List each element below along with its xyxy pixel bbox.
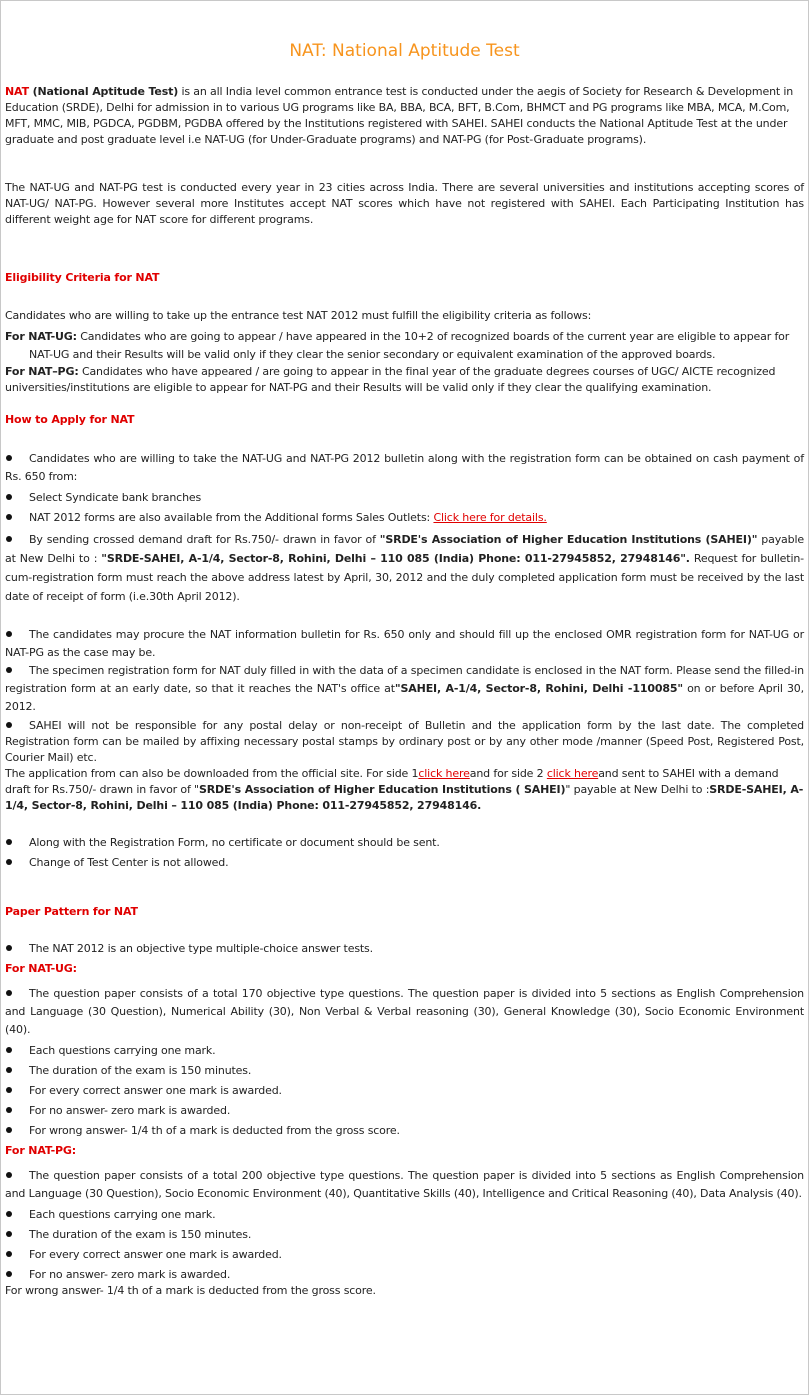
item-text: The specimen registration form for NAT duly filled in with the data of a specimen candidate is enclosed in the NAT form. Please send the filled-in registration form at an early date, so that it reaches the NAT's office at: [5, 664, 804, 695]
item-text: Along with the Registration Form, no certificate or document should be sent.: [29, 836, 440, 849]
pattern-heading: Paper Pattern for NAT: [5, 905, 138, 918]
item-text: Select Syndicate bank branches: [29, 491, 202, 504]
bullet-icon: [5, 718, 29, 734]
dl-text: and for side 2: [469, 767, 547, 780]
item-text: Candidates who are willing to take the NAT-UG and NAT-PG 2012 bulletin along with the registration form can be obtained on cash payment of Rs. 650 from:: [5, 452, 804, 483]
pg-pattern-label: For NAT-PG:: [5, 1144, 77, 1157]
item-text: The duration of the exam is 150 minutes.: [29, 1228, 252, 1241]
bullet-icon: [5, 510, 29, 526]
bullet-icon: [5, 1123, 29, 1139]
page-title: NAT: National Aptitude Test: [289, 41, 520, 61]
list-item: [5, 1043, 804, 1059]
bullet-icon: [5, 835, 29, 851]
item-text: For every correct answer one mark is awarded.: [29, 1084, 282, 1097]
list-item: [5, 1167, 804, 1203]
list-item: [5, 985, 804, 1039]
dl-text: " payable at New Delhi to :: [565, 783, 710, 796]
ug-label: For NAT-UG:: [5, 330, 77, 343]
bullet-icon: [5, 1083, 29, 1099]
article: [5, 38, 804, 1299]
list-item: [5, 1103, 804, 1119]
list-item: [5, 626, 804, 662]
list-item: [5, 1083, 804, 1099]
eligibility-ug: [5, 328, 804, 364]
bullet-icon: [5, 1103, 29, 1119]
item-text: Request for bulletin-cum-registration form must reach the above address latest by April, 30, 2012 and the duly completed application form must be received by the last date of receipt of form (i.e.30th April 2012).: [5, 552, 804, 603]
eligibility-heading: Eligibility Criteria for NAT: [5, 271, 160, 284]
item-text: on or before April 30, 2012.: [5, 682, 804, 713]
ug-pattern-label: For NAT-UG:: [5, 962, 77, 975]
item-text: Each questions carrying one mark.: [29, 1044, 216, 1057]
pg-text: Candidates who have appeared / are going to appear in the final year of the graduate degrees courses of UGC/ AICTE recognized universities/institutions are eligible to appear for NAT-PG and their Results will be valid only if they clear the qualifying examination.: [5, 365, 776, 394]
intro-text: is an all India level common entrance test is conducted under the aegis of Society for Research & Development in Education (SRDE), Delhi for admission in to various UG programs like BA, BBA, BCA, BFT, B.Com, BHMCT and PG programs like MBA, MCA, M.Com, MFT, MMC, MIB, PGDCA, PGDBM, PGDBA offered by the Institutions registered with SAHEI. SAHEI conducts the National Aptitude Test at the under graduate and post graduate level i.e NAT-UG (for Under-Graduate programs) and NAT-PG (for Post-Graduate programs).: [5, 85, 794, 146]
download-paragraph: [5, 766, 804, 814]
bullet-icon: [5, 1267, 29, 1283]
dl-text: The application from can also be downloaded from the official site. For side 1: [5, 767, 419, 780]
item-text: Each questions carrying one mark.: [29, 1208, 216, 1221]
office-address: "SAHEI, A-1/4, Sector-8, Rohini, Delhi -110085": [394, 682, 683, 695]
address: "SRDE-SAHEI, A-1/4, Sector-8, Rohini, Delhi – 110 085 (India) Phone: 011-27945852, 27948146".: [101, 552, 690, 565]
list-item: [5, 1207, 804, 1223]
bullet-icon: [5, 1247, 29, 1263]
list-item: [5, 490, 804, 506]
sales-outlets-link[interactable]: Click here for details.: [433, 511, 547, 524]
final-note: For wrong answer- 1/4 th of a mark is deducted from the gross score.: [5, 1284, 376, 1297]
item-text: SAHEI will not be responsible for any postal delay or non-receipt of Bulletin and the application form by the last date. The completed Registration form can be mailed by affixing necessary postal stamps by ordinary post or by any other mode /manner (Speed Post, Registered Post, Courier Mail) etc.: [5, 719, 804, 764]
item-text: For every correct answer one mark is awarded.: [29, 1248, 282, 1261]
ug-text: Candidates who are going to appear / have appeared in the 10+2 of recognized boards of the current year are eligible to appear for NAT-UG and their Results will be valid only if they clear the senior secondary or equivalent examination of the approved boards.: [29, 330, 790, 361]
item-text: For wrong answer- 1/4 th of a mark is deducted from the gross score.: [29, 1124, 400, 1137]
item-text: The NAT 2012 is an objective type multiple-choice answer tests.: [29, 942, 373, 955]
association-name: "SRDE's Association of Higher Education Institutions (SAHEI)": [379, 533, 758, 546]
bullet-icon: [5, 985, 29, 1003]
list-item: [5, 1123, 804, 1139]
item-text: payable at New Delhi to :: [5, 533, 804, 565]
item-text: By sending crossed demand draft for Rs.750/- drawn in favor of: [29, 533, 380, 546]
item-text: NAT 2012 forms are also available from the Additional forms Sales Outlets:: [29, 511, 434, 524]
dl-text: and sent to SAHEI with a demand draft for Rs.750/- drawn in favor of ": [5, 767, 779, 796]
list-item: [5, 510, 804, 526]
list-item: [5, 718, 804, 766]
bullet-icon: [5, 1043, 29, 1059]
item-text: The question paper consists of a total 170 objective type questions. The question paper is divided into 5 sections as English Comprehension and Language (30 Question), Numerical Ability (30), Non Verbal & Verbal reasoning (30), General Knowledge (30), Socio Economic Environment (40).: [5, 987, 804, 1036]
item-text: For no answer- zero mark is awarded.: [29, 1268, 231, 1281]
side-1-link[interactable]: click here: [418, 767, 470, 780]
pg-label: For NAT–PG:: [5, 365, 79, 378]
bullet-icon: [5, 490, 29, 506]
list-item: [5, 835, 804, 851]
bullet-icon: [5, 1207, 29, 1223]
bullet-icon: [5, 1227, 29, 1243]
list-item: [5, 1267, 804, 1283]
eligibility-pg: [5, 364, 804, 396]
item-text: The duration of the exam is 150 minutes.: [29, 1064, 252, 1077]
nat-full-name: (National Aptitude Test): [28, 85, 179, 98]
association-name: SRDE's Association of Higher Education Institutions ( SAHEI): [198, 783, 566, 796]
address: SRDE-SAHEI, A-1/4, Sector-8, Rohini, Delhi – 110 085 (India) Phone: 011-27945852, 27948146.: [5, 783, 804, 812]
list-item: [5, 662, 804, 716]
intro-paragraph-2: The NAT-UG and NAT-PG test is conducted every year in 23 cities across India. There are several universities and institutions accepting scores of NAT-UG/ NAT-PG. However several more Institutes accept NAT scores which have not registered with SAHEI. Each Participating Institution has different weight age for NAT score for different programs.: [5, 181, 804, 226]
item-text: Change of Test Center is not allowed.: [29, 856, 229, 869]
bullet-icon: [5, 941, 29, 957]
side-2-link[interactable]: click here: [546, 767, 599, 780]
bullet-icon: [5, 530, 29, 549]
list-item: [5, 530, 804, 606]
item-text: The question paper consists of a total 200 objective type questions. The question paper is divided into 5 sections as English Comprehension and Language (30 Question), Socio Economic Environment (40), Quantitative Skills (40), Intelligence and Critical Reasoning (40), Data Analysis (40).: [5, 1169, 804, 1200]
eligibility-lead: Candidates who are willing to take up the entrance test NAT 2012 must fulfill the eligibility criteria as follows:: [5, 309, 592, 322]
bullet-icon: [5, 626, 29, 644]
nat-acronym: NAT: [5, 85, 29, 98]
intro-paragraph: [5, 84, 804, 148]
item-text: For no answer- zero mark is awarded.: [29, 1104, 231, 1117]
bullet-icon: [5, 662, 29, 680]
list-item: [5, 1227, 804, 1243]
list-item: [5, 855, 804, 871]
bullet-icon: [5, 855, 29, 871]
bullet-icon: [5, 1167, 29, 1185]
list-item: [5, 450, 804, 486]
item-text: The candidates may procure the NAT information bulletin for Rs. 650 only and should fill up the enclosed OMR registration form for NAT-UG or NAT-PG as the case may be.: [5, 628, 804, 659]
list-item: [5, 1247, 804, 1263]
bullet-icon: [5, 1063, 29, 1079]
apply-heading: How to Apply for NAT: [5, 413, 135, 426]
bullet-icon: [5, 450, 29, 468]
list-item: [5, 941, 804, 957]
list-item: [5, 1063, 804, 1079]
